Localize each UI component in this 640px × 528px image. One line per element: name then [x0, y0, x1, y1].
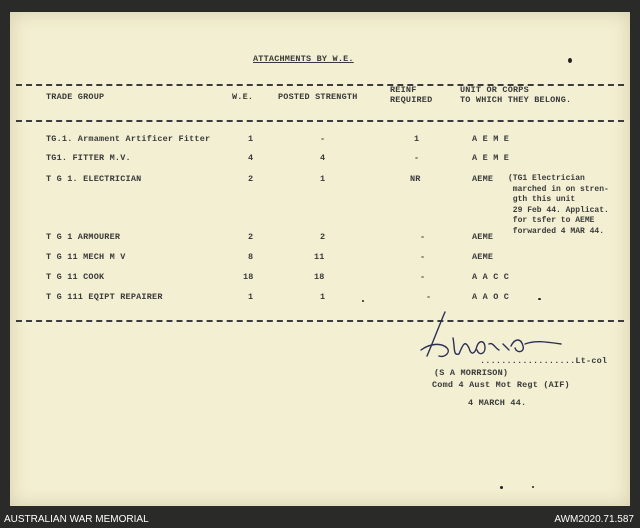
ink-speck — [538, 298, 541, 300]
archive-reference: AWM2020.71.587 — [554, 514, 634, 525]
reinf-cell: NR — [410, 174, 421, 184]
posted-cell: 11 — [314, 252, 325, 262]
posted-cell: - — [320, 134, 326, 144]
header-bottom-rule — [16, 120, 624, 122]
unit-cell: AEME — [472, 252, 494, 262]
posted-cell: 1 — [320, 292, 326, 302]
header-posted-strength: POSTED STRENGTH — [278, 92, 358, 102]
signature-line: ..................Lt-col — [480, 356, 608, 366]
unit-cell: AEME — [472, 174, 494, 184]
unit-cell: A A C C — [472, 272, 510, 282]
posted-cell: 1 — [320, 174, 326, 184]
reinf-cell: - — [420, 272, 426, 282]
header-we: W.E. — [232, 92, 254, 102]
document-title: ATTACHMENTS BY W.E. — [253, 54, 354, 64]
reinf-cell: - — [426, 292, 432, 302]
unit-cell: A A O C — [472, 292, 510, 302]
ink-speck — [568, 58, 572, 63]
posted-cell: 4 — [320, 153, 326, 163]
reinf-cell: - — [414, 153, 420, 163]
we-cell: 1 — [248, 134, 254, 144]
unit-cell: AEME — [472, 232, 494, 242]
reinf-cell: - — [420, 232, 426, 242]
trade-cell: T G 111 EQIPT REPAIRER — [46, 292, 163, 302]
trade-cell: TG1. FITTER M.V. — [46, 153, 131, 163]
header-reinf: REINF — [390, 85, 417, 95]
electrician-remark: (TG1 Electrician marched in on stren- gth this unit 29 Feb 44. Applicat. for tsfer to AEME forwarded 4 MAR 44. — [508, 174, 609, 236]
trade-cell: T G 1. ELECTRICIAN — [46, 174, 142, 184]
header-required: REQUIRED — [390, 95, 433, 105]
unit-cell: A E M E — [472, 134, 510, 144]
header-to-which-they-belong: TO WHICH THEY BELONG. — [460, 95, 572, 105]
trade-cell: T G 11 MECH M V — [46, 252, 126, 262]
reinf-cell: - — [420, 252, 426, 262]
trade-cell: T G 11 COOK — [46, 272, 105, 282]
signatory-name: (S A MORRISON) — [434, 368, 509, 378]
we-cell: 8 — [248, 252, 254, 262]
ink-speck — [532, 486, 534, 488]
document-date: 4 MARCH 44. — [468, 398, 527, 408]
header-unit-or-corps: UNIT OR CORPS — [460, 85, 529, 95]
trade-cell: TG.1. Armament Artificer Fitter — [46, 134, 211, 144]
we-cell: 4 — [248, 153, 254, 163]
we-cell: 2 — [248, 174, 254, 184]
ink-speck — [500, 486, 503, 489]
signatory-title: Comd 4 Aust Mot Regt (AIF) — [432, 380, 570, 390]
reinf-cell: 1 — [414, 134, 420, 144]
document-page — [10, 12, 630, 506]
archive-credit: AUSTRALIAN WAR MEMORIAL — [4, 514, 149, 525]
posted-cell: 18 — [314, 272, 325, 282]
we-cell: 18 — [243, 272, 254, 282]
posted-cell: 2 — [320, 232, 326, 242]
unit-cell: A E M E — [472, 153, 510, 163]
we-cell: 1 — [248, 292, 254, 302]
trade-cell: T G 1 ARMOURER — [46, 232, 121, 242]
table-top-rule — [16, 84, 624, 86]
ink-speck — [362, 300, 364, 302]
header-trade-group: TRADE GROUP — [46, 92, 105, 102]
we-cell: 2 — [248, 232, 254, 242]
